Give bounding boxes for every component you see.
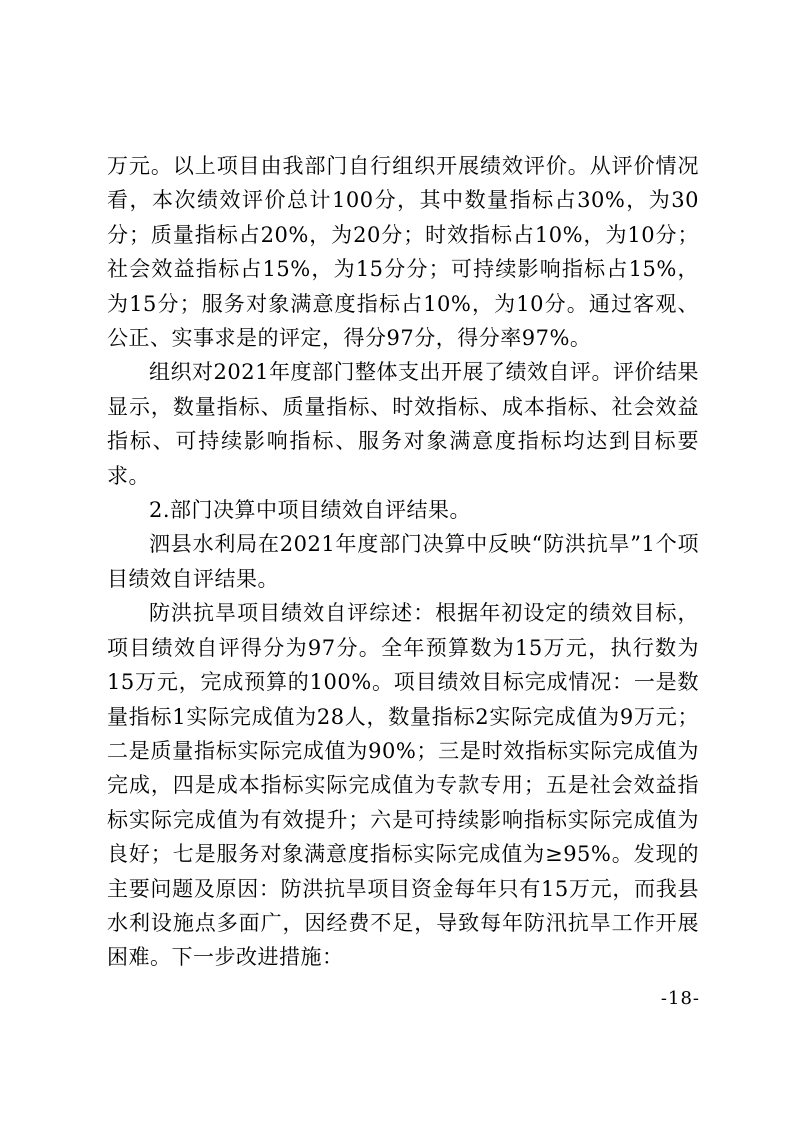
page-number: -18-: [660, 988, 700, 1009]
paragraph-flood-drought-summary: 防洪抗旱项目绩效自评综述：根据年初设定的绩效目标，项目绩效自评得分为97分。全年预算数为15万元，执行数为15万元，完成预算的100%。项目绩效目标完成情况：一是数量指标1实际完成值为28人，数量指标2实际完成值为9万元；二是质量指标实际完成值为90%；三是时效指标实际完成值为完成，四是成本指标实际完成值为专款专用；五是社会效益指标实际完成值为有效提升；六是可持续影响指标实际完成值为良好；七是服务对象满意度指标实际完成值为≥95%。发现的主要问题及原因：防洪抗旱项目资金每年只有15万元，而我县水利设施点多面广，因经费不足，导致每年防汛抗旱工作开展困难。下一步改进措施：: [107, 601, 699, 970]
paragraph-evaluation-summary: 万元。以上项目由我部门自行组织开展绩效评价。从评价情况看，本次绩效评价总计100分，其中数量指标占30%，为30分；质量指标占20%，为20分；时效指标占10%，为10分；社会效益指标占15%，为15分分；可持续影响指标占15%，为15分；服务对象满意度指标占10%，为10分。通过客观、公正、实事求是的评定，得分97分，得分率97%。: [107, 154, 699, 351]
paragraph-final-accounts-reflection: 泗县水利局在2021年度部门决算中反映“防洪抗旱”1个项目绩效自评结果。: [107, 532, 699, 591]
section-heading-project-self-evaluation: 2.部门决算中项目绩效自评结果。: [149, 498, 472, 523]
paragraph-overall-self-evaluation: 组织对2021年度部门整体支出开展了绩效自评。评价结果显示，数量指标、质量指标、时效指标、成本指标、社会效益指标、可持续影响指标、服务对象满意度指标均达到目标要求。: [107, 360, 699, 488]
document-body: [107, 149, 699, 975]
